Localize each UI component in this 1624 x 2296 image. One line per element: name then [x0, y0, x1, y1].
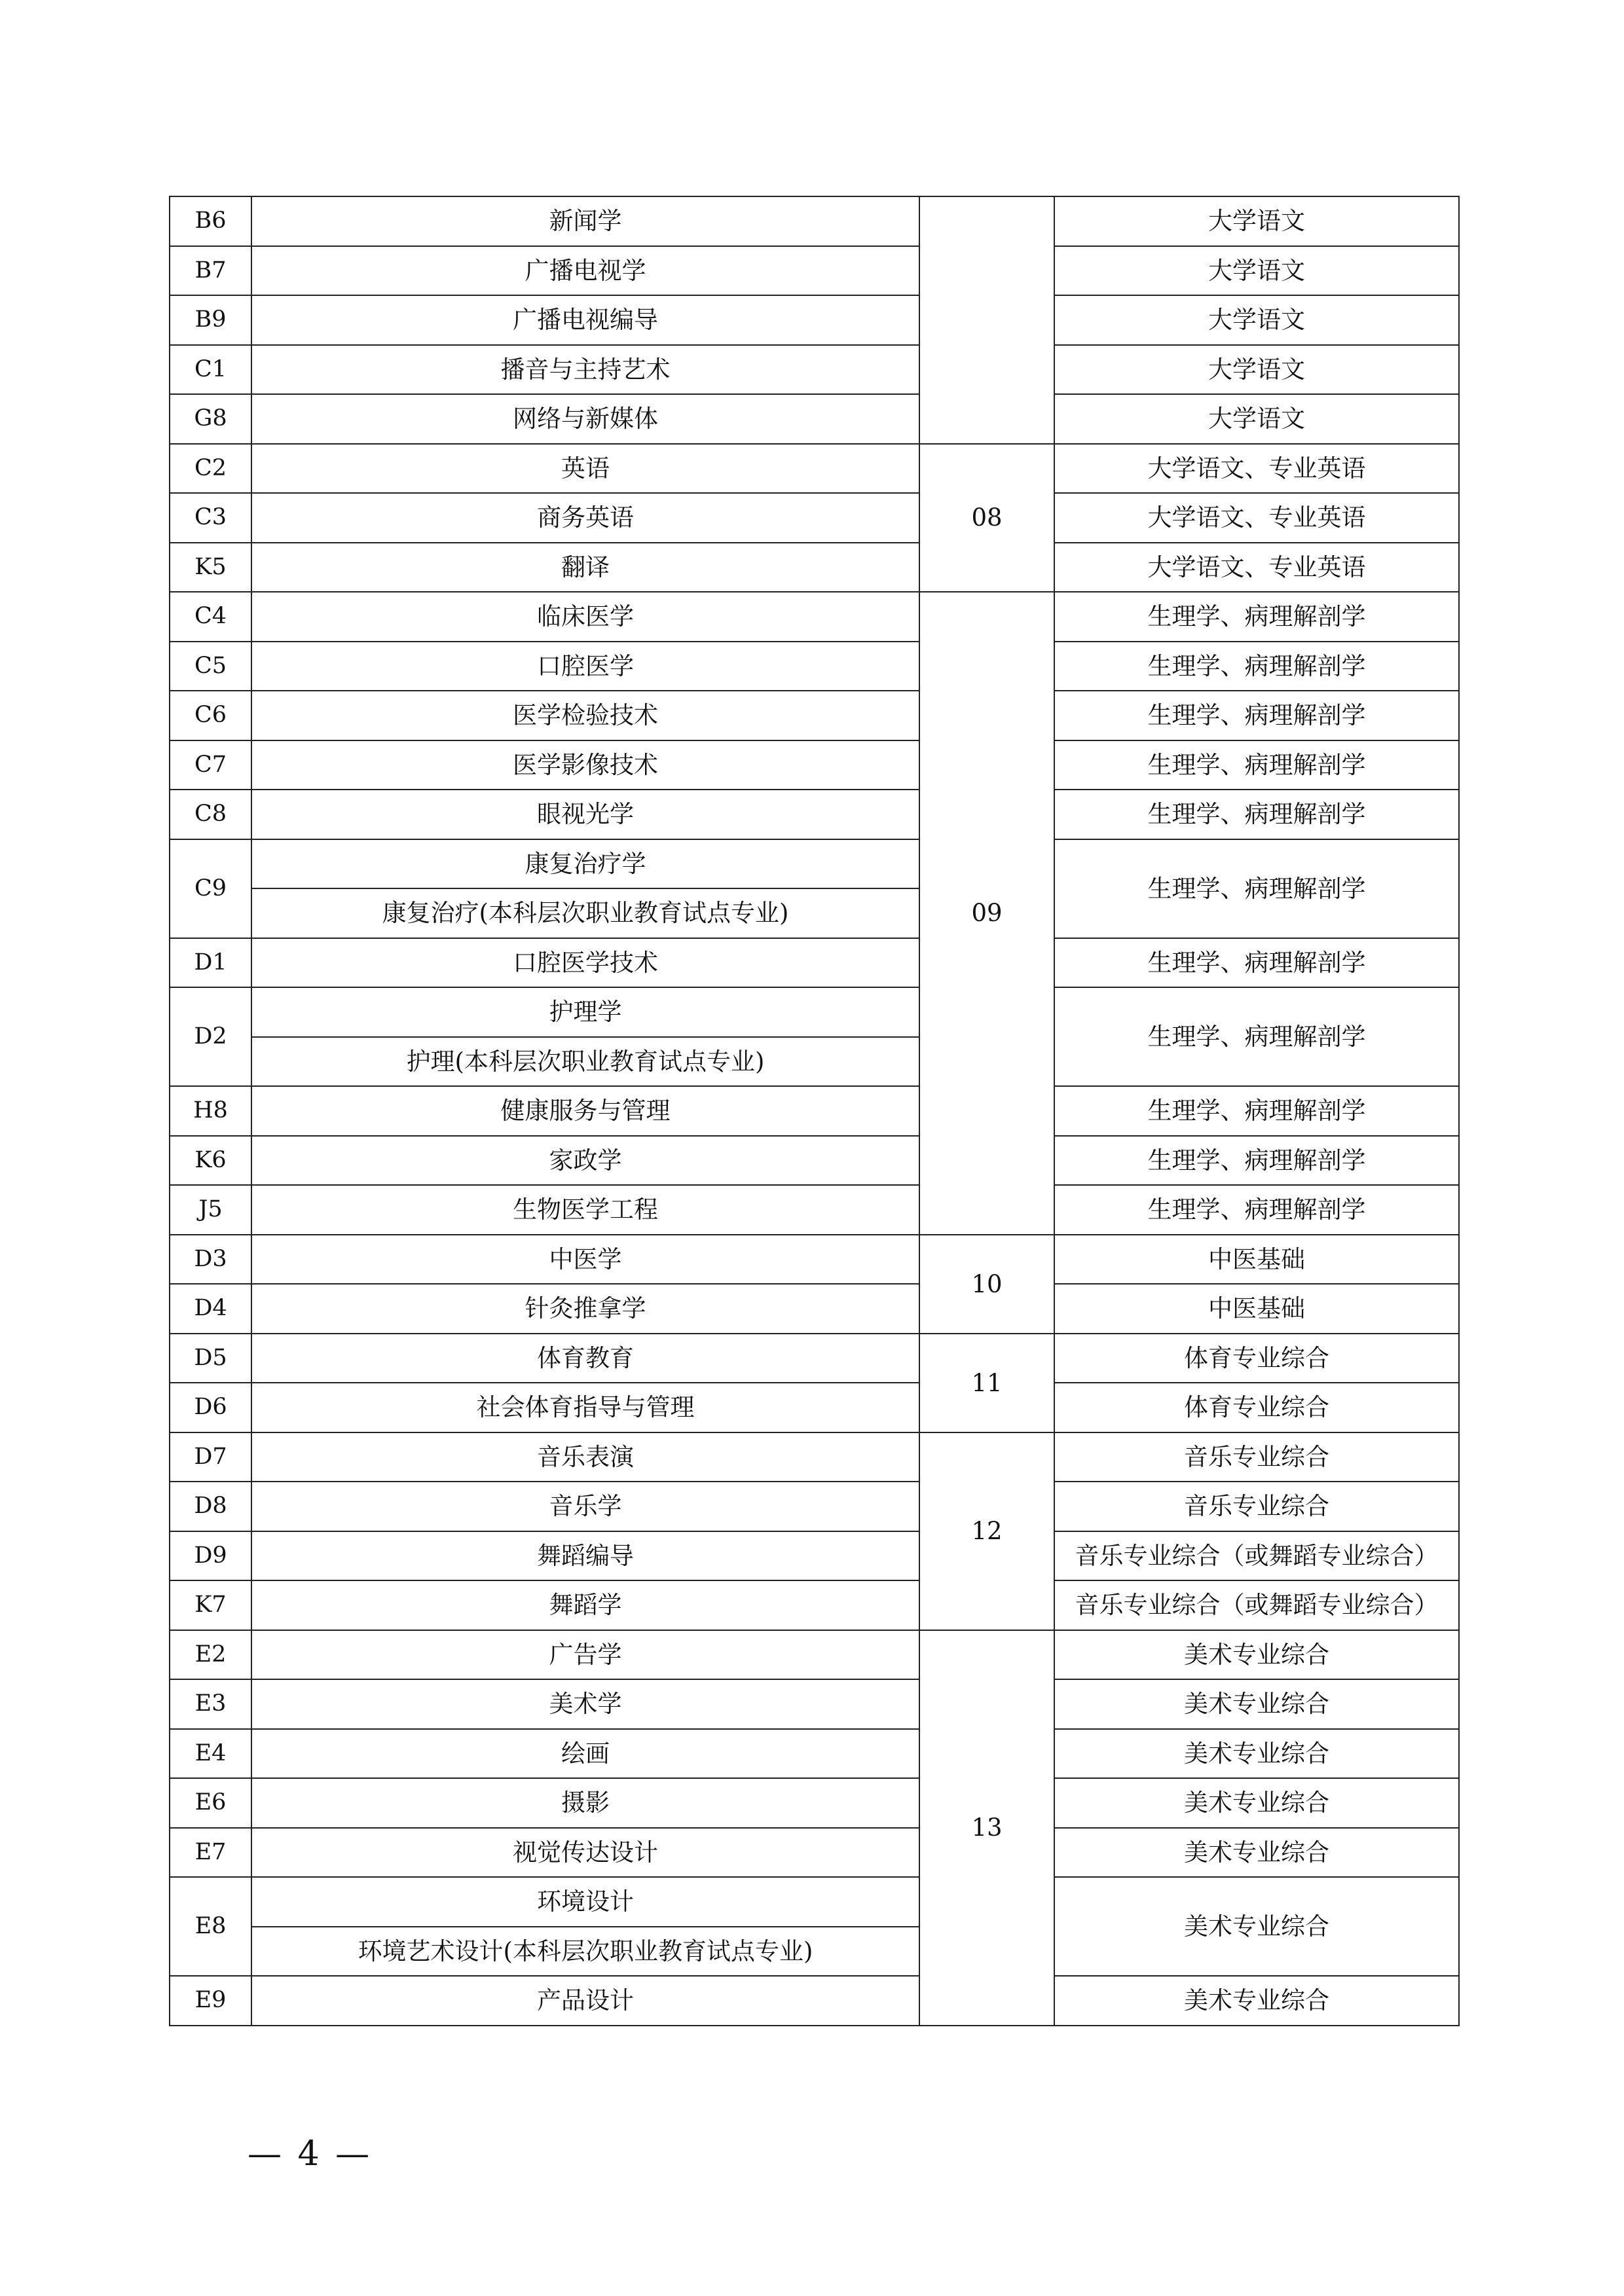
- major-code: E7: [170, 1828, 251, 1878]
- major-code: D1: [170, 938, 251, 988]
- exam-subject: 美术专业综合: [1054, 1630, 1459, 1680]
- exam-subject: 体育专业综合: [1054, 1334, 1459, 1383]
- major-code: G8: [170, 394, 251, 444]
- major-code: E4: [170, 1729, 251, 1779]
- major-code: H8: [170, 1086, 251, 1136]
- table-row: [170, 1729, 1459, 1779]
- major-code: D4: [170, 1284, 251, 1334]
- major-name: 视觉传达设计: [251, 1828, 919, 1878]
- exam-subject: 生理学、病理解剖学: [1054, 1086, 1459, 1136]
- major-code: D8: [170, 1482, 251, 1531]
- major-name: 临床医学: [251, 592, 919, 642]
- exam-subject: 美术专业综合: [1054, 1729, 1459, 1779]
- major-code: D2: [170, 987, 251, 1086]
- table-row: [170, 1877, 1459, 1927]
- major-name: 播音与主持艺术: [251, 345, 919, 395]
- major-name: 英语: [251, 444, 919, 494]
- table-row: [170, 444, 1459, 494]
- exam-subject: 美术专业综合: [1054, 1877, 1459, 1976]
- exam-subject: 音乐专业综合: [1054, 1482, 1459, 1531]
- major-code: C8: [170, 790, 251, 839]
- exam-subject: 大学语文: [1054, 246, 1459, 296]
- table-row: [170, 1383, 1459, 1432]
- major-code: C5: [170, 642, 251, 691]
- exam-subject: 音乐专业综合（或舞蹈专业综合）: [1054, 1580, 1459, 1630]
- group-number: 12: [919, 1432, 1054, 1630]
- exam-subject: 音乐专业综合（或舞蹈专业综合）: [1054, 1531, 1459, 1581]
- major-code: C3: [170, 493, 251, 543]
- major-name: 社会体育指导与管理: [251, 1383, 919, 1432]
- major-code: C6: [170, 691, 251, 740]
- major-name: 商务英语: [251, 493, 919, 543]
- table-row: [170, 295, 1459, 345]
- major-code: C9: [170, 839, 251, 938]
- major-name: 绘画: [251, 1729, 919, 1779]
- table-row: [170, 345, 1459, 395]
- major-code: B6: [170, 196, 251, 246]
- major-name: 医学检验技术: [251, 691, 919, 740]
- table-row: [170, 1778, 1459, 1828]
- exam-subject: 生理学、病理解剖学: [1054, 592, 1459, 642]
- majors-table: [169, 196, 1460, 2026]
- major-code: D7: [170, 1432, 251, 1482]
- major-code: E2: [170, 1630, 251, 1680]
- exam-subject: 大学语文: [1054, 345, 1459, 395]
- major-code: J5: [170, 1185, 251, 1235]
- major-name: 产品设计: [251, 1976, 919, 2026]
- table-row: [170, 1531, 1459, 1581]
- exam-subject: 美术专业综合: [1054, 1778, 1459, 1828]
- exam-subject: 美术专业综合: [1054, 1828, 1459, 1878]
- major-code: C4: [170, 592, 251, 642]
- table-row: [170, 246, 1459, 296]
- major-name: 眼视光学: [251, 790, 919, 839]
- major-name: 音乐学: [251, 1482, 919, 1531]
- exam-subject: 生理学、病理解剖学: [1054, 839, 1459, 938]
- table-row: [170, 1976, 1459, 2026]
- major-code: K5: [170, 543, 251, 592]
- table-row: [170, 1679, 1459, 1729]
- group-number: 10: [919, 1235, 1054, 1334]
- major-name: 环境艺术设计(本科层次职业教育试点专业): [251, 1927, 919, 1977]
- major-name: 医学影像技术: [251, 740, 919, 790]
- group-number: [919, 196, 1054, 444]
- table-row: [170, 1432, 1459, 1482]
- page-number: — 4 —: [248, 2134, 373, 2174]
- major-code: B9: [170, 295, 251, 345]
- table-row: [170, 1580, 1459, 1630]
- exam-subject: 大学语文、专业英语: [1054, 543, 1459, 592]
- exam-subject: 生理学、病理解剖学: [1054, 1136, 1459, 1186]
- exam-subject: 大学语文: [1054, 295, 1459, 345]
- table-row: [170, 790, 1459, 839]
- group-number: 11: [919, 1334, 1054, 1432]
- table-row: [170, 394, 1459, 444]
- major-code: C2: [170, 444, 251, 494]
- major-name: 口腔医学技术: [251, 938, 919, 988]
- major-name: 护理学: [251, 987, 919, 1037]
- table-row: [170, 1482, 1459, 1531]
- major-code: K6: [170, 1136, 251, 1186]
- exam-subject: 体育专业综合: [1054, 1383, 1459, 1432]
- major-name: 生物医学工程: [251, 1185, 919, 1235]
- table-row: [170, 691, 1459, 740]
- exam-subject: 中医基础: [1054, 1284, 1459, 1334]
- major-name: 音乐表演: [251, 1432, 919, 1482]
- table-row: [170, 493, 1459, 543]
- major-code: C7: [170, 740, 251, 790]
- major-name: 康复治疗(本科层次职业教育试点专业): [251, 888, 919, 938]
- table-row: [170, 1235, 1459, 1285]
- exam-subject: 生理学、病理解剖学: [1054, 938, 1459, 988]
- table-row: [170, 839, 1459, 889]
- major-code: E9: [170, 1976, 251, 2026]
- exam-subject: 生理学、病理解剖学: [1054, 987, 1459, 1086]
- exam-subject: 大学语文、专业英语: [1054, 444, 1459, 494]
- table-row: [170, 1630, 1459, 1680]
- table-row: [170, 1284, 1459, 1334]
- table-row: [170, 642, 1459, 691]
- exam-subject: 生理学、病理解剖学: [1054, 740, 1459, 790]
- table-row: [170, 592, 1459, 642]
- major-name: 健康服务与管理: [251, 1086, 919, 1136]
- exam-subject: 生理学、病理解剖学: [1054, 642, 1459, 691]
- exam-subject: 生理学、病理解剖学: [1054, 1185, 1459, 1235]
- exam-subject: 生理学、病理解剖学: [1054, 790, 1459, 839]
- major-name: 舞蹈编导: [251, 1531, 919, 1581]
- major-name: 网络与新媒体: [251, 394, 919, 444]
- major-name: 美术学: [251, 1679, 919, 1729]
- major-code: E6: [170, 1778, 251, 1828]
- table-row: [170, 1136, 1459, 1186]
- exam-subject: 大学语文、专业英语: [1054, 493, 1459, 543]
- major-name: 环境设计: [251, 1877, 919, 1927]
- major-name: 口腔医学: [251, 642, 919, 691]
- major-name: 广告学: [251, 1630, 919, 1680]
- group-number: 08: [919, 444, 1054, 592]
- exam-subject: 大学语文: [1054, 394, 1459, 444]
- table-row: [170, 1334, 1459, 1383]
- exam-subject: 生理学、病理解剖学: [1054, 691, 1459, 740]
- major-code: E8: [170, 1877, 251, 1976]
- major-code: K7: [170, 1580, 251, 1630]
- table-row: [170, 1086, 1459, 1136]
- table-row: [170, 1828, 1459, 1878]
- major-code: B7: [170, 246, 251, 296]
- major-code: D6: [170, 1383, 251, 1432]
- exam-subject: 大学语文: [1054, 196, 1459, 246]
- major-code: D5: [170, 1334, 251, 1383]
- table-row: [170, 196, 1459, 246]
- major-name: 针灸推拿学: [251, 1284, 919, 1334]
- major-name: 康复治疗学: [251, 839, 919, 889]
- major-name: 体育教育: [251, 1334, 919, 1383]
- major-name: 摄影: [251, 1778, 919, 1828]
- major-code: D3: [170, 1235, 251, 1285]
- table-row: [170, 938, 1459, 988]
- major-name: 广播电视编导: [251, 295, 919, 345]
- major-code: C1: [170, 345, 251, 395]
- major-name: 护理(本科层次职业教育试点专业): [251, 1037, 919, 1087]
- exam-subject: 音乐专业综合: [1054, 1432, 1459, 1482]
- exam-subject: 中医基础: [1054, 1235, 1459, 1285]
- table-row: [170, 1185, 1459, 1235]
- exam-subject: 美术专业综合: [1054, 1976, 1459, 2026]
- major-name: 翻译: [251, 543, 919, 592]
- table-row: [170, 543, 1459, 592]
- major-name: 舞蹈学: [251, 1580, 919, 1630]
- major-name: 中医学: [251, 1235, 919, 1285]
- exam-subject: 美术专业综合: [1054, 1679, 1459, 1729]
- table-row: [170, 987, 1459, 1037]
- major-name: 家政学: [251, 1136, 919, 1186]
- major-code: E3: [170, 1679, 251, 1729]
- major-name: 新闻学: [251, 196, 919, 246]
- group-number: 13: [919, 1630, 1054, 2026]
- major-code: D9: [170, 1531, 251, 1581]
- group-number: 09: [919, 592, 1054, 1235]
- major-name: 广播电视学: [251, 246, 919, 296]
- table-row: [170, 740, 1459, 790]
